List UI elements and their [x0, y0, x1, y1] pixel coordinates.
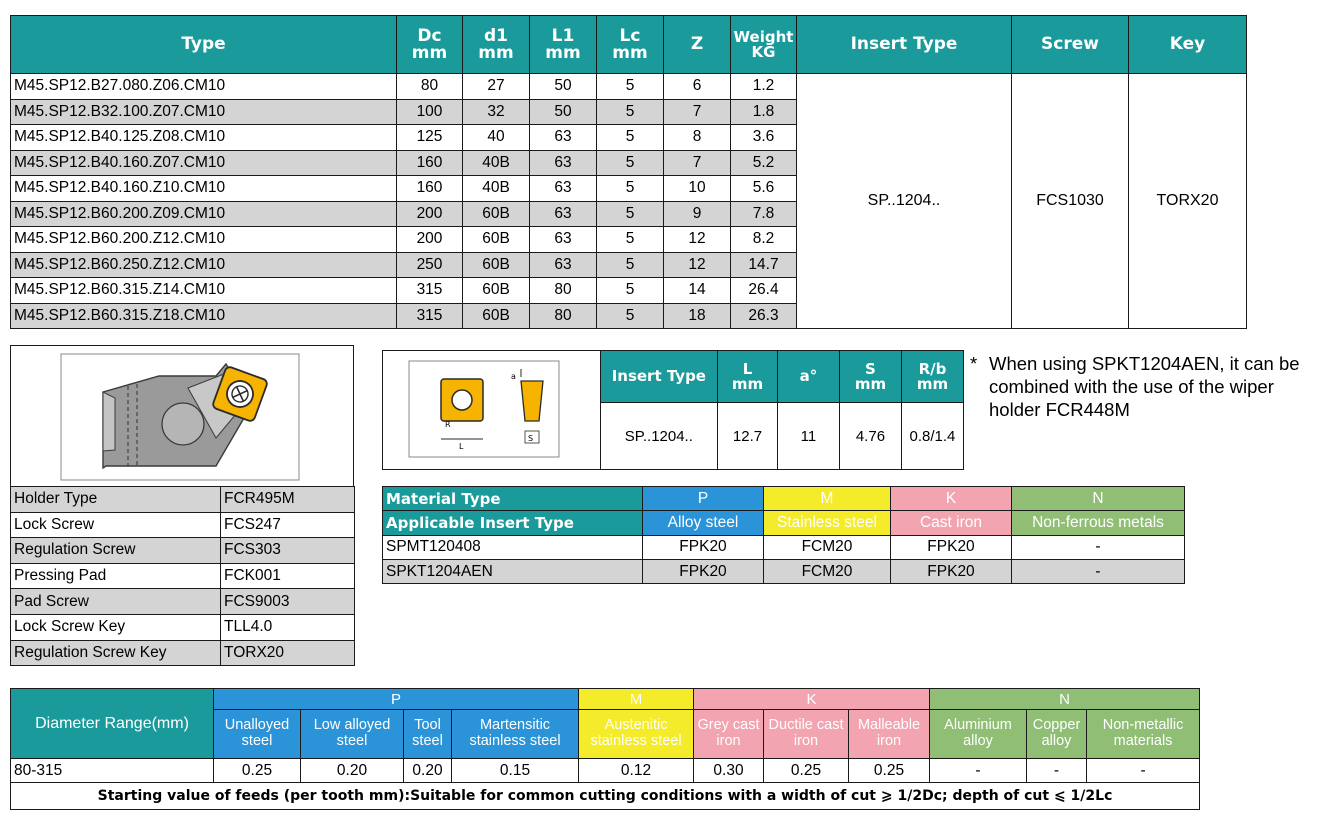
feed-column-header: Ductile cast iron	[764, 710, 849, 759]
insert-header-l: L mm	[718, 351, 778, 403]
spec-cell: 100	[397, 99, 463, 125]
type-cell: M45.SP12.B60.315.Z14.CM10	[11, 278, 397, 304]
holder-parts-table	[10, 486, 355, 666]
feed-value: 0.30	[694, 759, 764, 783]
material-group-k: K	[891, 487, 1012, 511]
spec-cell: 60B	[463, 227, 530, 253]
feed-group-k: K	[694, 689, 930, 710]
part-value: FCS9003	[221, 589, 355, 615]
material-type-header: Material Type	[383, 487, 643, 511]
spec-cell: 315	[397, 303, 463, 329]
material-name-n: Non-ferrous metals	[1012, 511, 1185, 535]
table-row	[383, 535, 1185, 559]
spec-cell: 63	[530, 227, 597, 253]
spec-cell: 5	[597, 201, 664, 227]
feed-value: 0.25	[764, 759, 849, 783]
spec-cell: 40B	[463, 150, 530, 176]
insert-header-type: Insert Type	[600, 351, 718, 403]
spec-cell: 80	[530, 278, 597, 304]
type-cell: M45.SP12.B27.080.Z06.CM10	[11, 74, 397, 100]
table-row	[11, 538, 355, 564]
spec-cell: 14.7	[731, 252, 797, 278]
feed-value: 0.25	[214, 759, 301, 783]
insert-header-s: S mm	[839, 351, 901, 403]
grade-cell: FCM20	[764, 559, 891, 583]
table-row	[11, 640, 355, 666]
spec-cell: 315	[397, 278, 463, 304]
spec-cell: 5	[597, 176, 664, 202]
table-row	[11, 589, 355, 615]
spec-cell: 160	[397, 176, 463, 202]
spec-cell: 27	[463, 74, 530, 100]
spec-cell: 200	[397, 227, 463, 253]
insert-diagram-cell	[383, 351, 601, 470]
spec-cell: 6	[664, 74, 731, 100]
spec-cell: 63	[530, 201, 597, 227]
insert-value-rb: 0.8/1.4	[901, 403, 963, 470]
spec-cell: 63	[530, 252, 597, 278]
header-z: Z	[664, 16, 731, 74]
spec-cell: 26.4	[731, 278, 797, 304]
spec-cell: 40B	[463, 176, 530, 202]
spec-cell: 8.2	[731, 227, 797, 253]
feed-group-m: M	[579, 689, 694, 710]
part-value: TLL4.0	[221, 614, 355, 640]
material-group-p: P	[643, 487, 764, 511]
spec-cell: 60B	[463, 303, 530, 329]
feed-value: 0.15	[452, 759, 579, 783]
feed-column-header: Aluminium alloy	[930, 710, 1027, 759]
header-d1: d1 mm	[463, 16, 530, 74]
feed-value: 0.12	[579, 759, 694, 783]
grade-cell: -	[1012, 559, 1185, 583]
spec-cell: 7	[664, 150, 731, 176]
spec-cell: 12	[664, 227, 731, 253]
diameter-range-header: Diameter Range(mm)	[11, 689, 214, 759]
spec-cell: 5.2	[731, 150, 797, 176]
header-insert-type: Insert Type	[797, 16, 1012, 74]
feed-value: -	[1027, 759, 1087, 783]
feed-table	[10, 688, 1200, 810]
spec-cell: 9	[664, 201, 731, 227]
feed-column-header: Austenitic stainless steel	[579, 710, 694, 759]
feed-column-header: Non-metallic materials	[1087, 710, 1200, 759]
type-cell: M45.SP12.B60.315.Z18.CM10	[11, 303, 397, 329]
holder-illustration-box	[10, 345, 354, 486]
spec-cell: 5	[597, 227, 664, 253]
insert-l-label: L	[459, 442, 464, 451]
note-text: When using SPKT1204AEN, it can be combined with the use of the wiper holder FCR448M	[989, 353, 1300, 420]
feed-group-p: P	[214, 689, 579, 710]
type-cell: M45.SP12.B60.250.Z12.CM10	[11, 252, 397, 278]
spec-cell: 14	[664, 278, 731, 304]
part-label: Lock Screw Key	[11, 614, 221, 640]
spec-cell: 5	[597, 303, 664, 329]
spec-cell: 5	[597, 278, 664, 304]
header-dc: Dc mm	[397, 16, 463, 74]
spec-cell: 32	[463, 99, 530, 125]
note-star: *	[970, 353, 978, 374]
merged-insert-type: SP..1204..	[797, 74, 1012, 329]
feed-footnote: Starting value of feeds (per tooth mm):Suitable for common cutting conditions with a width of cut ⩾ 1/2Dc; depth of cut ⩽ 1/2Lc	[11, 783, 1200, 810]
part-value: FCS303	[221, 538, 355, 564]
insert-header-a: a°	[777, 351, 839, 403]
wiper-note	[970, 352, 1320, 421]
merged-screw: FCS1030	[1012, 74, 1129, 329]
material-table	[382, 486, 1185, 584]
spec-cell: 160	[397, 150, 463, 176]
spec-cell: 12	[664, 252, 731, 278]
spec-cell: 5	[597, 99, 664, 125]
header-screw: Screw	[1012, 16, 1129, 74]
feed-column-header: Malleable iron	[849, 710, 930, 759]
grade-cell: FPK20	[643, 559, 764, 583]
part-label: Pressing Pad	[11, 563, 221, 589]
header-weight: Weight KG	[731, 16, 797, 74]
diameter-range-value: 80-315	[11, 759, 214, 783]
spec-cell: 60B	[463, 201, 530, 227]
table-row	[11, 74, 1247, 100]
feed-value: -	[1087, 759, 1200, 783]
tool-spec-table	[10, 15, 1247, 329]
grade-cell: FCM20	[764, 535, 891, 559]
spec-cell: 50	[530, 99, 597, 125]
material-name-p: Alloy steel	[643, 511, 764, 535]
insert-value-a: 11	[777, 403, 839, 470]
material-group-m: M	[764, 487, 891, 511]
table-row	[383, 559, 1185, 583]
type-cell: M45.SP12.B60.200.Z09.CM10	[11, 201, 397, 227]
spec-cell: 63	[530, 150, 597, 176]
feed-value: 0.25	[849, 759, 930, 783]
spec-cell: 1.8	[731, 99, 797, 125]
part-label: Pad Screw	[11, 589, 221, 615]
spec-cell: 80	[397, 74, 463, 100]
part-label: Holder Type	[11, 487, 221, 513]
header-type: Type	[11, 16, 397, 74]
insert-value-l: 12.7	[718, 403, 778, 470]
type-cell: M45.SP12.B40.125.Z08.CM10	[11, 125, 397, 151]
feed-value: 0.20	[301, 759, 404, 783]
feed-column-header: Low alloyed steel	[301, 710, 404, 759]
insert-a-label: a	[511, 372, 517, 381]
spec-cell: 200	[397, 201, 463, 227]
spec-cell: 125	[397, 125, 463, 151]
part-label: Lock Screw	[11, 512, 221, 538]
header-lc: Lc mm	[597, 16, 664, 74]
table-row	[11, 614, 355, 640]
material-name-k: Cast iron	[891, 511, 1012, 535]
feed-column-header: Tool steel	[404, 710, 452, 759]
header-l1: L1 mm	[530, 16, 597, 74]
spec-cell: 60B	[463, 278, 530, 304]
part-value: FCK001	[221, 563, 355, 589]
spec-cell: 10	[664, 176, 731, 202]
spec-cell: 7.8	[731, 201, 797, 227]
table-row	[11, 487, 355, 513]
material-group-n: N	[1012, 487, 1185, 511]
spec-cell: 63	[530, 125, 597, 151]
spec-cell: 60B	[463, 252, 530, 278]
table-row	[11, 563, 355, 589]
table-row	[11, 512, 355, 538]
feed-column-header: Martensitic stainless steel	[452, 710, 579, 759]
insert-name-cell: SPMT120408	[383, 535, 643, 559]
feed-value: -	[930, 759, 1027, 783]
spec-cell: 50	[530, 74, 597, 100]
holder-illustration	[11, 346, 355, 487]
feed-column-header: Grey cast iron	[694, 710, 764, 759]
part-value: FCS247	[221, 512, 355, 538]
grade-cell: -	[1012, 535, 1185, 559]
grade-cell: FPK20	[891, 559, 1012, 583]
feed-value: 0.20	[404, 759, 452, 783]
feed-column-header: Unalloyed steel	[214, 710, 301, 759]
spec-cell: 18	[664, 303, 731, 329]
insert-name-cell: SPKT1204AEN	[383, 559, 643, 583]
insert-s-label: S	[528, 434, 534, 443]
spec-cell: 5	[597, 150, 664, 176]
material-name-m: Stainless steel	[764, 511, 891, 535]
applicable-insert-header: Applicable Insert Type	[383, 511, 643, 535]
spec-cell: 7	[664, 99, 731, 125]
feed-group-n: N	[930, 689, 1200, 710]
spec-cell: 250	[397, 252, 463, 278]
insert-spec-table	[382, 350, 964, 470]
type-cell: M45.SP12.B40.160.Z07.CM10	[11, 150, 397, 176]
header-key: Key	[1129, 16, 1247, 74]
insert-header-rb: R/b mm	[901, 351, 963, 403]
insert-r-label: R	[445, 420, 451, 429]
spec-cell: 63	[530, 176, 597, 202]
spec-cell: 8	[664, 125, 731, 151]
part-label: Regulation Screw	[11, 538, 221, 564]
part-value: FCR495M	[221, 487, 355, 513]
type-cell: M45.SP12.B60.200.Z12.CM10	[11, 227, 397, 253]
insert-diagram	[393, 351, 589, 465]
merged-key: TORX20	[1129, 74, 1247, 329]
insert-value-type: SP..1204..	[600, 403, 718, 470]
spec-cell: 5	[597, 125, 664, 151]
spec-cell: 80	[530, 303, 597, 329]
part-value: TORX20	[221, 640, 355, 666]
type-cell: M45.SP12.B40.160.Z10.CM10	[11, 176, 397, 202]
type-cell: M45.SP12.B32.100.Z07.CM10	[11, 99, 397, 125]
spec-cell: 26.3	[731, 303, 797, 329]
grade-cell: FPK20	[643, 535, 764, 559]
feed-column-header: Copper alloy	[1027, 710, 1087, 759]
spec-cell: 40	[463, 125, 530, 151]
spec-cell: 5	[597, 252, 664, 278]
spec-cell: 5	[597, 74, 664, 100]
spec-cell: 1.2	[731, 74, 797, 100]
spec-cell: 5.6	[731, 176, 797, 202]
spec-cell: 3.6	[731, 125, 797, 151]
insert-value-s: 4.76	[839, 403, 901, 470]
grade-cell: FPK20	[891, 535, 1012, 559]
part-label: Regulation Screw Key	[11, 640, 221, 666]
